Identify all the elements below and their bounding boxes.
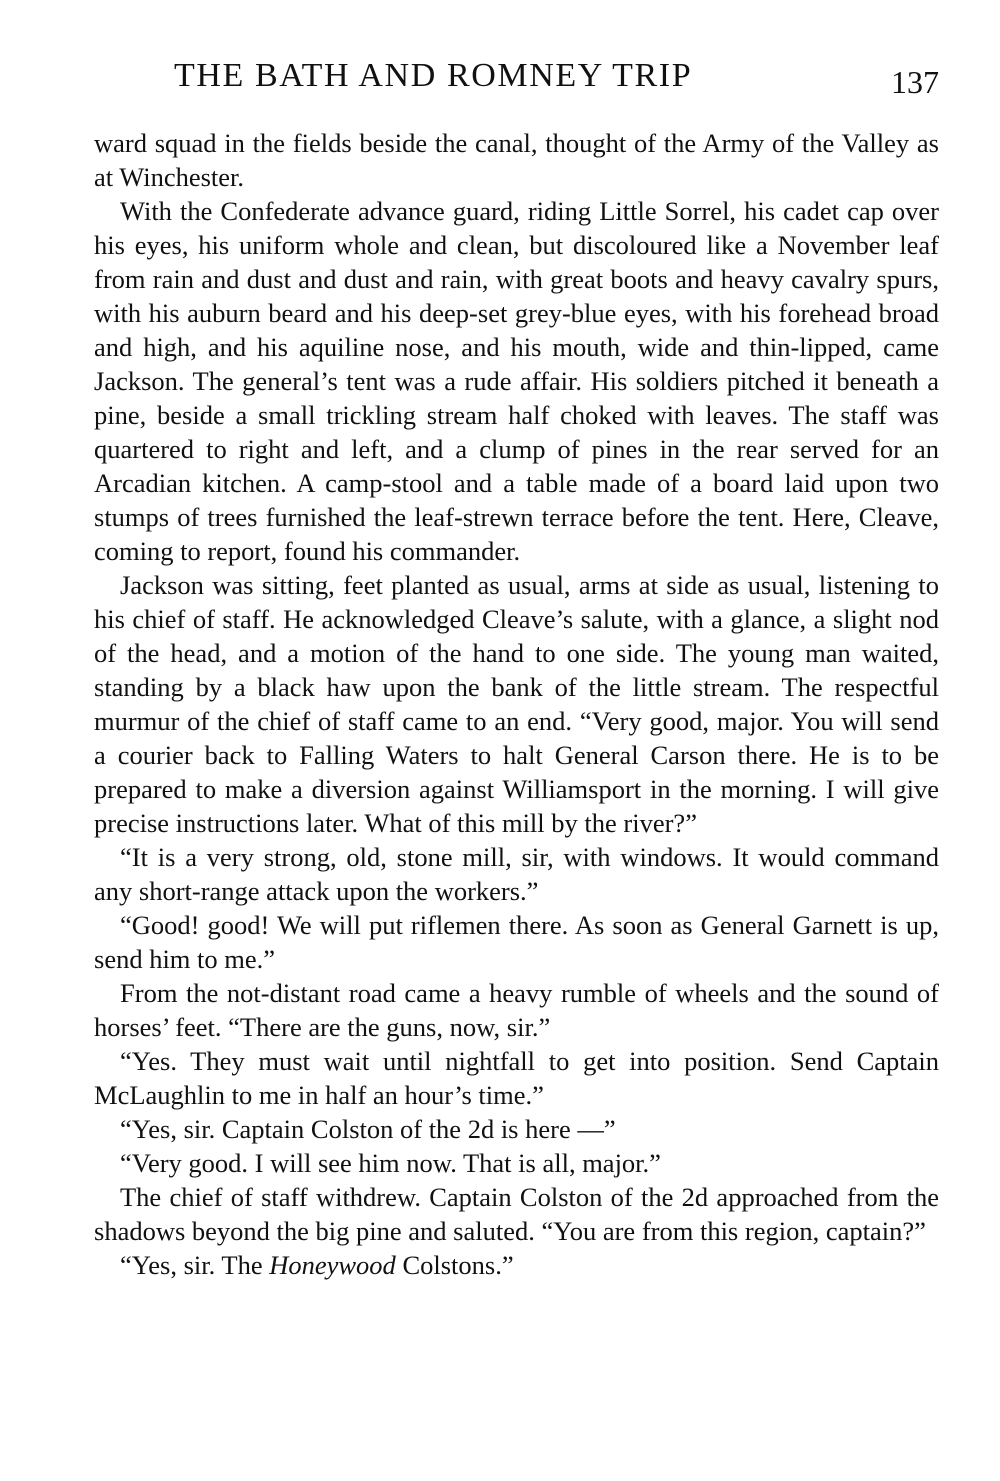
running-head: THE BATH AND ROMNEY TRIP bbox=[174, 57, 693, 94]
paragraph: Jackson was sitting, feet planted as usual, arms at side as usual, listening to his chief of staff. He acknowledged Cleave’s salute, with a glance, a slight nod of the head, and a motion of the hand to one side. The young man waited, standing by a black haw upon the bank of the little stream. The respectful murmur of the chief of staff came to an end. “Very good, major. You will send a courier back to Falling Waters to halt General Carson there. He is to be prepared to make a diversion against Williamsport in the morning. I will give precise instructions later. What of this mill by the river?” bbox=[94, 570, 939, 838]
italic-name: Honeywood bbox=[269, 1250, 396, 1280]
paragraph: From the not-distant road came a heavy rumble of wheels and the sound of horses’ feet. “There are the guns, now, sir.” bbox=[94, 978, 939, 1042]
page-number: 137 bbox=[891, 64, 939, 100]
body-text bbox=[94, 126, 939, 1282]
paragraph-continued: ward squad in the fields beside the canal, thought of the Army of the Valley as at Winchester. bbox=[94, 128, 939, 192]
page-header bbox=[94, 56, 939, 106]
paragraph: “Good! good! We will put riflemen there. As soon as General Garnett is up, send him to me.” bbox=[94, 910, 939, 974]
paragraph: “It is a very strong, old, stone mill, sir, with windows. It would command any short-range attack upon the workers.” bbox=[94, 842, 939, 906]
paragraph: The chief of staff withdrew. Captain Colston of the 2d approached from the shadows beyond the big pine and saluted. “You are from this region, captain?” bbox=[94, 1182, 939, 1246]
paragraph: “Very good. I will see him now. That is all, major.” bbox=[120, 1148, 661, 1178]
text-span: Colstons.” bbox=[395, 1250, 514, 1280]
paragraph: “Yes. They must wait until nightfall to get into position. Send Captain McLaughlin to me in half an hour’s time.” bbox=[94, 1046, 939, 1110]
paragraph: With the Confederate advance guard, riding Little Sorrel, his cadet cap over his eyes, his uniform whole and clean, but discoloured like a November leaf from rain and dust and dust and rain, with great boots and heavy cavalry spurs, with his auburn beard and his deep-set grey-blue eyes, with his forehead broad and high, and his aquiline nose, and his mouth, wide and thin-lipped, came Jackson. The general’s tent was a rude affair. His soldiers pitched it beneath a pine, beside a small trickling stream half choked with leaves. The staff was quartered to right and left, and a clump of pines in the rear served for an Arcadian kitchen. A camp-stool and a table made of a board laid upon two stumps of trees furnished the leaf-strewn terrace before the tent. Here, Cleave, coming to report, found his commander. bbox=[94, 196, 939, 566]
paragraph-last bbox=[94, 1248, 939, 1282]
text-span: “Yes, sir. The bbox=[120, 1250, 270, 1280]
paragraph: “Yes, sir. Captain Colston of the 2d is here —” bbox=[120, 1114, 616, 1144]
